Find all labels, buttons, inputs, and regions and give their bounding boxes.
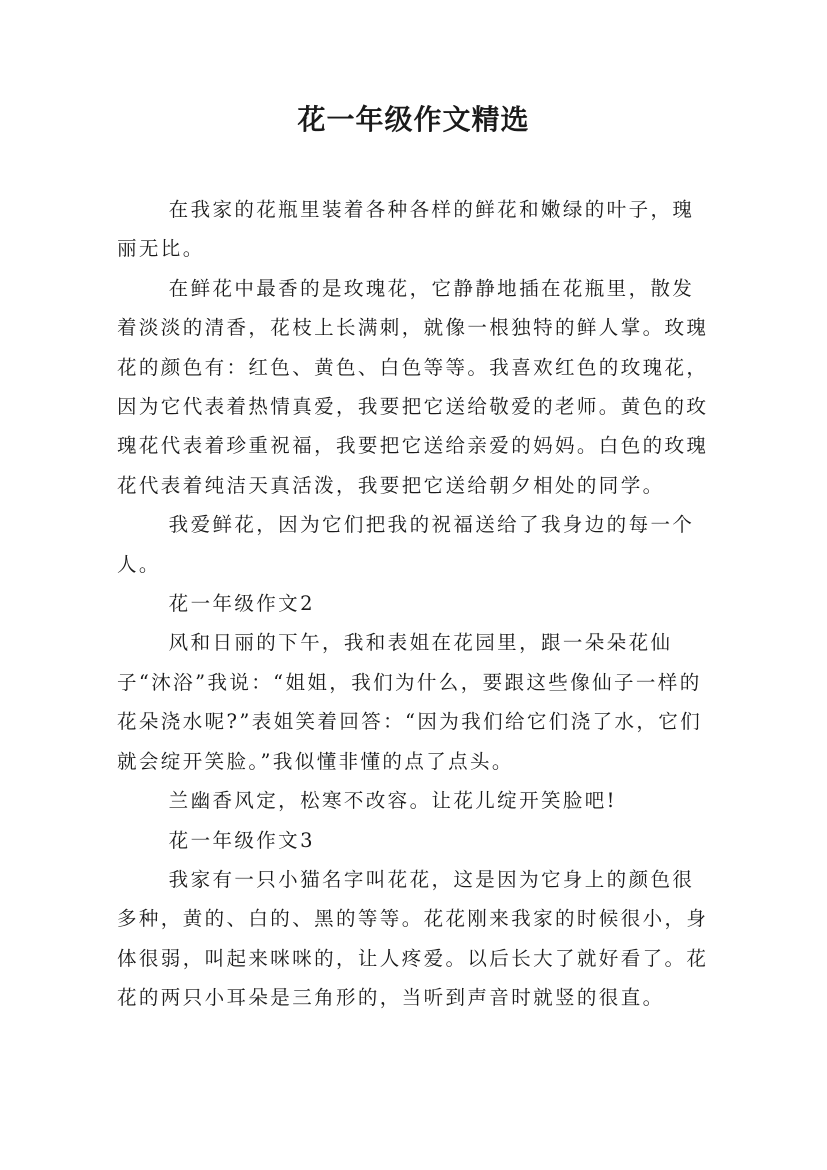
paragraph: 在鲜花中最香的是玫瑰花，它静静地插在花瓶里，散发着淡淡的清香，花枝上长满刺，就像一根独特的鲜人掌。玫瑰花的颜色有：红色、黄色、白色等等。我喜欢红色的玫瑰花，因为它代表着热情真爱，我要把它送给敬爱的老师。黄色的玫瑰花代表着珍重祝福，我要把它送给亲爱的妈妈。白色的玫瑰花代表着纯洁天真活泼，我要把它送给朝夕相处的同学。	[117, 276, 709, 497]
paragraph: 兰幽香风定，松寒不改容。让花儿绽开笑脸吧!	[168, 789, 617, 813]
section-heading: 花一年级作文2	[168, 592, 315, 616]
paragraph: 在我家的花瓶里装着各种各样的鲜花和嫩绿的叶子，瑰丽无比。	[117, 198, 695, 261]
paragraph: 我家有一只小猫名字叫花花，这是因为它身上的颜色很多种，黄的、白的、黑的等等。花花刚来我家的时候很小，身体很弱，叫起来咪咪的，让人疼爱。以后长大了就好看了。花花的两只小耳朵是三角形的，当听到声音时就竖的很直。	[117, 867, 709, 1010]
document-body	[117, 190, 709, 1018]
section-heading: 花一年级作文3	[168, 828, 315, 852]
paragraph: 我爱鲜花，因为它们把我的祝福送给了我身边的每一个人。	[117, 513, 695, 576]
document-title: 花一年级作文精选	[297, 103, 530, 136]
paragraph: 风和日丽的下午，我和表姐在花园里，跟一朵朵花仙子“沐浴”我说：“姐姐，我们为什么，要跟这些像仙子一样的花朵浇水呢?”表姐笑着回答：“因为我们给它们浇了水，它们就会绽开笑脸。”我似懂非懂的点了点头。	[117, 631, 703, 773]
